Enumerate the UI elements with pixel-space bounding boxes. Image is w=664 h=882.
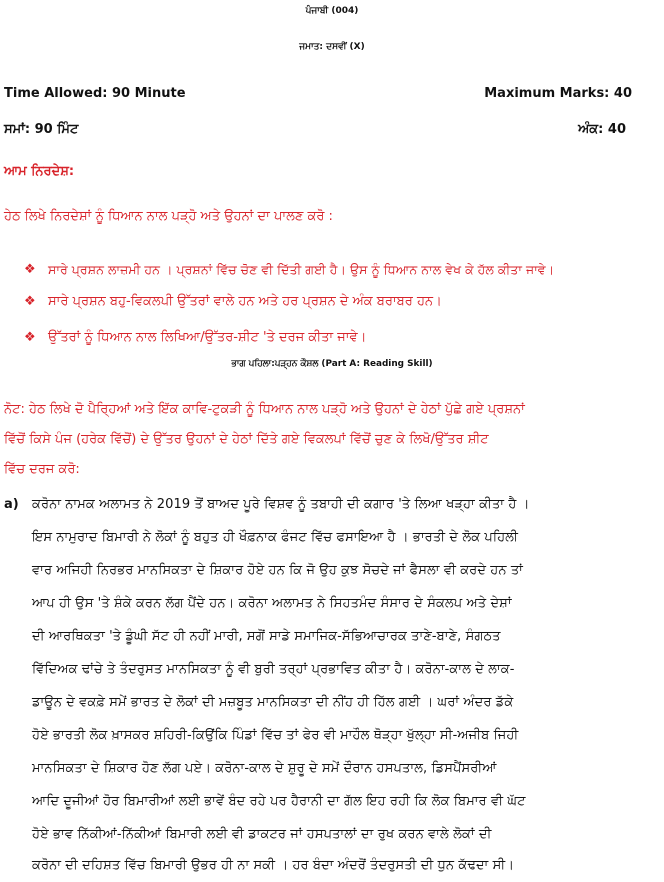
passage-line: ਆਦਿ ਦੂਜੀਆਂ ਹੋਰ ਬਿਮਾਰੀਆਂ ਲਈ ਭਾਵੇਂ ਬੰਦ ਰਹੇ ਪਰ ਹੈਰਾਨੀ ਦਾ ਗੱਲ ਇਹ ਰਹੀ ਕਿ ਲੋਕ ਬਿਮਾਰ ਵੀ ਘੱਟ [32, 794, 526, 809]
passage-line: ਡਾਊਨ ਦੇ ਵਕਫ਼ੇ ਸਮੇਂ ਭਾਰਤ ਦੇ ਲੋਕਾਂ ਦੀ ਮਜ਼ਬੂਤ ਮਾਨਸਿਕਤਾ ਦੀ ਨੀਂਹ ਹੀ ਹਿੱਲ ਗਈ । ਘਰਾਂ ਅੰਦਰ ਡੱਕੇ [32, 695, 514, 710]
bullet-icon: ❖ [24, 330, 36, 345]
max-marks-en: Maximum Marks: 40 [484, 86, 632, 101]
passage-line: ਆਪ ਹੀ ਉਸ 'ਤੇ ਸ਼ੰਕੇ ਕਰਨ ਲੱਗ ਪੈਂਦੇ ਹਨ। ਕਰੋਨਾ ਅਲਾਮਤ ਨੇ ਸਿਹਤਮੰਦ ਸੰਸਾਰ ਦੇ ਸੰਕਲਪ ਅਤੇ ਦੇਸ਼ਾਂ [32, 596, 512, 611]
passage-line: ਕਰੋਨਾ ਦੀ ਦਹਿਸ਼ਤ ਵਿੱਚ ਬਿਮਾਰੀ ਉਭਰ ਹੀ ਨਾ ਸਕੀ । ਹਰ ਬੰਦਾ ਅੰਦਰੋਂ ਤੰਦਰੁਸਤੀ ਦੀ ਧੁਨ ਕੱਢਦਾ ਸੀ। [32, 858, 515, 873]
instruction-item-2: ਸਾਰੇ ਪ੍ਰਸ਼ਨ ਬਹੁ-ਵਿਕਲਪੀ ਉੱਤਰਾਂ ਵਾਲੇ ਹਨ ਅਤੇ ਹਰ ਪ੍ਰਸ਼ਨ ਦੇ ਅੰਕ ਬਰਾਬਰ ਹਨ। [48, 294, 442, 309]
instruction-item-3: ਉੱਤਰਾਂ ਨੂੰ ਧਿਆਨ ਨਾਲ ਲਿਖਿਆ/ਉੱਤਰ-ਸ਼ੀਟ 'ਤੇ ਦਰਜ ਕੀਤਾ ਜਾਵੇ। [48, 330, 367, 345]
passage-line: ਮਾਨਸਿਕਤਾ ਦੇ ਸ਼ਿਕਾਰ ਹੋਣ ਲੱਗ ਪਏ। ਕਰੋਨਾ-ਕਾਲ ਦੇ ਸ਼ੁਰੂ ਦੇ ਸਮੇਂ ਦੌਰਾਨ ਹਸਪਤਾਲ, ਡਿਸਪੈਂਸਰੀਆਂ [32, 761, 497, 776]
instructions-intro: ਹੇਠ ਲਿਖੇ ਨਿਰਦੇਸ਼ਾਂ ਨੂੰ ਧਿਆਨ ਨਾਲ ਪੜ੍ਹੋ ਅਤੇ ਉਹਨਾਂ ਦਾ ਪਾਲਣ ਕਰੋ : [4, 209, 333, 224]
note-line-1: ਨੋਟ: ਹੇਠ ਲਿਖੇ ਦੋ ਪੈਰ੍ਹਿਆਂ ਅਤੇ ਇੱਕ ਕਾਵਿ-ਟੁਕੜੀ ਨੂੰ ਧਿਆਨ ਨਾਲ ਪੜ੍ਹੋ ਅਤੇ ਉਹਨਾਂ ਦੇ ਹੇਠਾਂ ਪੁੱਛੇ ਗਏ ਪ੍ਰਸ਼ਨਾਂ [4, 402, 525, 417]
passage-line: ਵਿੱਦਿਅਕ ਢਾਂਚੇ ਤੇ ਤੰਦਰੁਸਤ ਮਾਨਸਿਕਤਾ ਨੂੰ ਵੀ ਬੁਰੀ ਤਰ੍ਹਾਂ ਪ੍ਰਭਾਵਿਤ ਕੀਤਾ ਹੈ। ਕਰੋਨਾ-ਕਾਲ ਦੇ ਲਾਕ- [32, 662, 515, 677]
passage-line: ਇਸ ਨਾਮੁਰਾਦ ਬਿਮਾਰੀ ਨੇ ਲੋਕਾਂ ਨੂੰ ਬਹੁਤ ਹੀ ਖੌਫ਼ਨਾਕ ਫੰਜਟ ਵਿੱਚ ਫਸਾਇਆ ਹੈ । ਭਾਰਤੀ ਦੇ ਲੋਕ ਪਹਿਲੀ [32, 530, 518, 545]
passage-line: ਕਰੋਨਾ ਨਾਮਕ ਅਲਾਮਤ ਨੇ 2019 ਤੋਂ ਬਾਅਦ ਪੂਰੇ ਵਿਸ਼ਵ ਨੂੰ ਤਬਾਹੀ ਦੀ ਕਗਾਰ 'ਤੇ ਲਿਆ ਖੜ੍ਹਾ ਕੀਤਾ ਹੈ । [32, 497, 530, 512]
passage-label: a) [4, 497, 19, 512]
time-allowed-pa: ਸਮਾਂ: 90 ਮਿੰਟ [4, 122, 79, 137]
passage-line: ਦੀ ਆਰਥਿਕਤਾ 'ਤੇ ਡੂੰਘੀ ਸੱਟ ਹੀ ਨਹੀਂ ਮਾਰੀ, ਸਗੋਂ ਸਾਡੇ ਸਮਾਜਿਕ-ਸੱਭਿਆਚਾਰਕ ਤਾਣੇ-ਬਾਣੇ, ਸੰਗਠਤ [32, 629, 501, 644]
time-allowed-en: Time Allowed: 90 Minute [4, 86, 186, 101]
subject-title: ਪੰਜਾਬੀ (004) [305, 6, 359, 16]
passage-line: ਵਾਰ ਅਜਿਹੀ ਨਿਰਭਰ ਮਾਨਸਿਕਤਾ ਦੇ ਸ਼ਿਕਾਰ ਹੋਏ ਹਨ ਕਿ ਜੋ ਉਹ ਕੁਝ ਸੋਚਦੇ ਜਾਂ ਫੈਸਲਾ ਵੀ ਕਰਦੇ ਹਨ ਤਾਂ [32, 563, 523, 578]
note-line-2: ਵਿੱਚੋਂ ਕਿਸੇ ਪੰਜ (ਹਰੇਕ ਵਿੱਚੋਂ) ਦੇ ਉੱਤਰ ਉਹਨਾਂ ਦੇ ਹੇਠਾਂ ਦਿੱਤੇ ਗਏ ਵਿਕਲਪਾਂ ਵਿੱਚੋਂ ਚੁਣ ਕੇ ਲਿਖੋ/ਉੱਤਰ ਸ਼ੀਟ [4, 432, 489, 447]
instruction-item-1: ਸਾਰੇ ਪ੍ਰਸ਼ਨ ਲਾਜ਼ਮੀ ਹਨ । ਪ੍ਰਸ਼ਨਾਂ ਵਿੱਚ ਚੋਣ ਵੀ ਦਿੱਤੀ ਗਈ ਹੈ। ਉਸ ਨੂੰ ਧਿਆਨ ਨਾਲ ਵੇਖ ਕੇ ਹੱਲ ਕੀਤਾ ਜਾਵੇ। [48, 262, 555, 277]
section-title: ਭਾਗ ਪਹਿਲਾ:ਪੜ੍ਹਨ ਕੌਸ਼ਲ (Part A: Reading Skill) [231, 359, 433, 369]
note-line-3: ਵਿੱਚ ਦਰਜ ਕਰੋ: [4, 462, 80, 477]
bullet-icon: ❖ [24, 294, 36, 309]
max-marks-pa: ਅੰਕ: 40 [578, 122, 626, 137]
bullet-icon: ❖ [24, 262, 36, 277]
passage-line: ਹੋਏ ਭਾਰਤੀ ਲੋਕ ਖ਼ਾਸਕਰ ਸ਼ਹਿਰੀ-ਕਿਉਂਕਿ ਪਿੰਡਾਂ ਵਿੱਚ ਤਾਂ ਫੇਰ ਵੀ ਮਾਹੌਲ ਥੋੜ੍ਹਾ ਖੁੱਲ੍ਹਾ ਸੀ-ਅਜੀਬ ਜਿਹੀ [32, 728, 519, 743]
passage-line: ਹੋਏ ਭਾਵ ਨਿੱਕੀਆਂ-ਨਿੱਕੀਆਂ ਬਿਮਾਰੀ ਲਈ ਵੀ ਡਾਕਟਰ ਜਾਂ ਹਸਪਤਾਲਾਂ ਦਾ ਰੁਖ ਕਰਨ ਵਾਲੇ ਲੋਕਾਂ ਦੀ [32, 827, 492, 842]
class-title: ਜਮਾਤ: ਦਸਵੀਂ (X) [299, 42, 365, 52]
instructions-heading: ਆਮ ਨਿਰਦੇਸ਼: [4, 164, 75, 179]
